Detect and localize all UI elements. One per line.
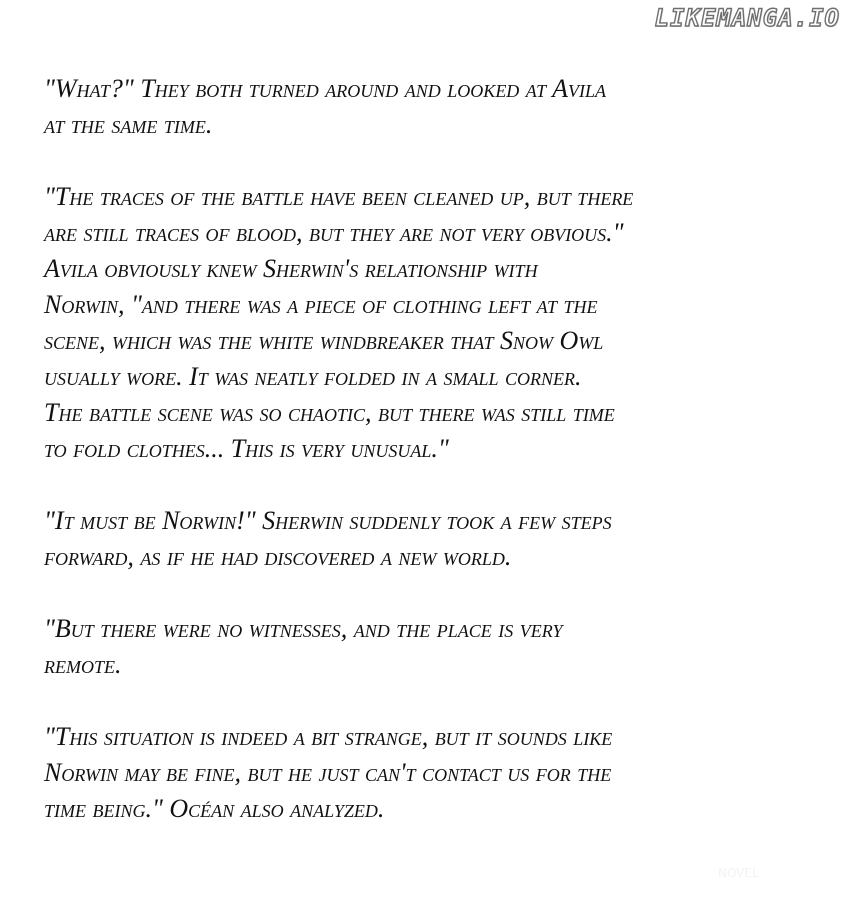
story-text bbox=[44, 71, 834, 863]
faint-watermark: NOVEL bbox=[718, 866, 759, 880]
paragraph-5: "This situation is indeed a bit strange, but it sounds like Norwin may be fine, but he just can't contact us for the time being." Océan also analyzed. bbox=[44, 722, 613, 823]
paragraph-1: "What?" They both turned around and looked at Avila at the same time. bbox=[44, 74, 607, 139]
paragraph-4: "But there were no witnesses, and the place is very remote. bbox=[44, 614, 563, 679]
site-watermark: LIKEMANGA.IO bbox=[654, 4, 840, 32]
paragraph-2: "The traces of the battle have been cleaned up, but there are still traces of blood, but they are not very obvious." Avila obviously knew Sherwin's relationship with Norwin, "and there was a piece of clothing left at the scene, which was the white windbreaker that Snow Owl usually wore. It was neatly folded in a small corner. The battle scene was so chaotic, but there was still time to fold clothes... This is very unusual." bbox=[44, 182, 634, 463]
paragraph-3: "It must be Norwin!" Sherwin suddenly took a few steps forward, as if he had discovered a new world. bbox=[44, 506, 612, 571]
